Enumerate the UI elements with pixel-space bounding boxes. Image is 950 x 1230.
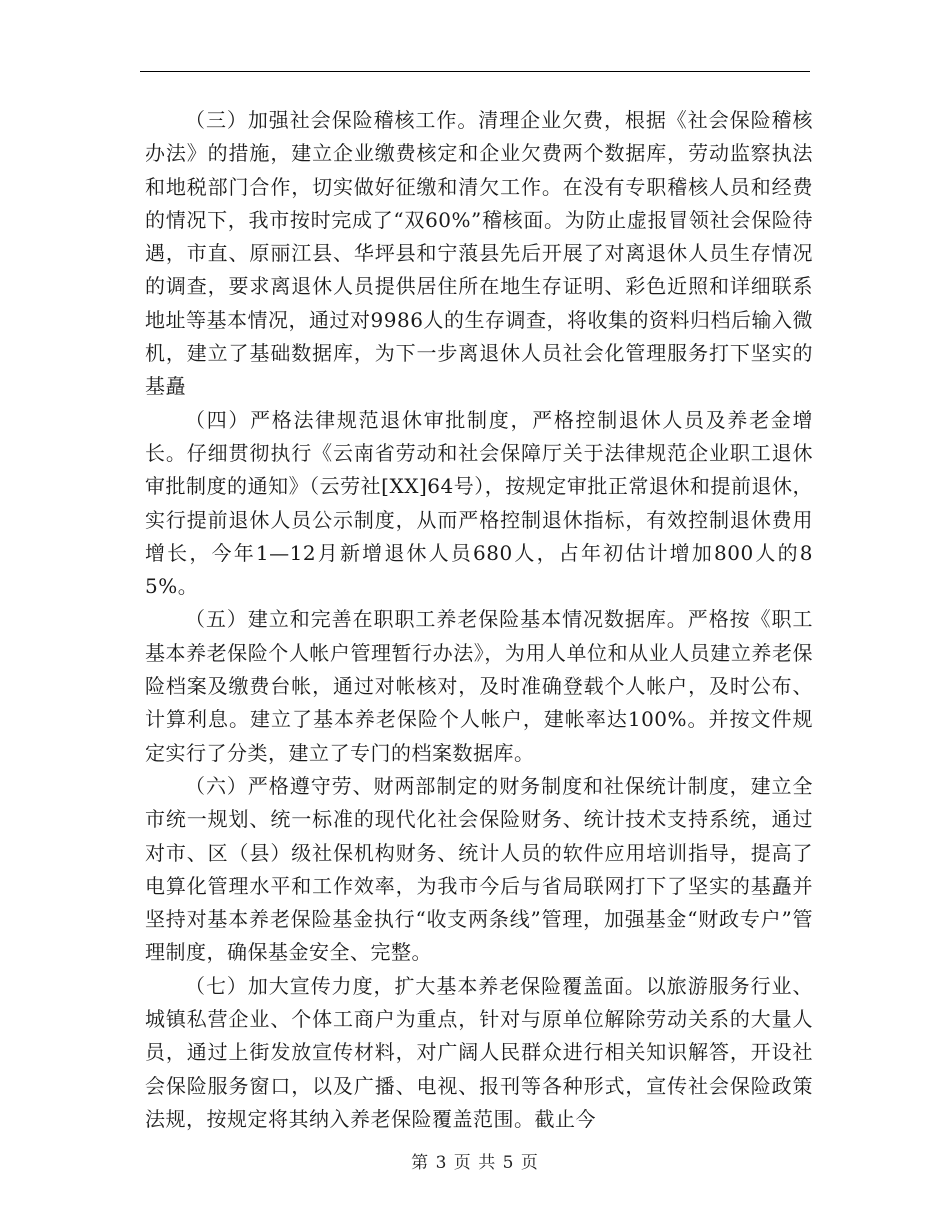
paragraph-3-social-insurance-audit: （三）加强社会保险稽核工作。清理企业欠费，根据《社会保险稽核办法》的措施，建立企业缴费核定和企业欠费两个数据库，劳动监察执法和地税部门合作，切实做好征缴和清欠工作。在没有专职稽核人员和经费的情况下，我市按时完成了“双60%”稽核面。为防止虚报冒领社会保险待遇，市直、原丽江县、华坪县和宁蒗县先后开展了对离退休人员生存情况的调查，要求离退休人员提供居住所在地生存证明、彩色近照和详细联系地址等基本情况，通过对9986人的生存调查，将收集的资料归档后输入微机，建立了基础数据库，为下一步离退休人员社会化管理服务打下坚实的基矗	[145, 108, 813, 399]
paragraph-7-publicity: （七）加大宣传力度，扩大基本养老保险覆盖面。以旅游服务行业、城镇私营企业、个体工商户为重点，针对与原单位解除劳动关系的大量人员，通过上街发放宣传材料，对广阔人民群众进行相关知识解答，开设社会保险服务窗口，以及广播、电视、报刊等各种形式，宣传社会保险政策法规，按规定将其纳入养老保险覆盖范围。截止今	[145, 973, 813, 1131]
paragraph-4-retirement-approval: （四）严格法律规范退休审批制度，严格控制退休人员及养老金增长。仔细贯彻执行《云南省劳动和社会保障厅关于法律规范企业职工退休审批制度的通知》（云劳社[XX]64号），按规定审批正常退休和提前退休，实行提前退休人员公示制度，从而严格控制退休指标，有效控制退休费用增长，今年1—12月新增退休人员680人，占年初估计增加800人的85%。	[145, 407, 813, 599]
paragraph-6-financial-system: （六）严格遵守劳、财两部制定的财务制度和社保统计制度，建立全市统一规划、统一标准的现代化社会保险财务、统计技术支持系统，通过对市、区（县）级社保机构财务、统计人员的软件应用培训指导，提高了电算化管理水平和工作效率，为我市今后与省局联网打下了坚实的基矗并坚持对基本养老保险基金执行“收支两条线”管理，加强基金“财政专户”管理制度，确保基金安全、完整。	[145, 773, 813, 965]
document-body	[145, 104, 813, 1136]
page-footer	[0, 1148, 950, 1173]
header-rule	[140, 71, 810, 72]
page-number-label: 第 3 页 共 5 页	[411, 1153, 539, 1173]
paragraph-5-pension-database: （五）建立和完善在职职工养老保险基本情况数据库。严格按《职工基本养老保险个人帐户管理暂行办法》，为用人单位和从业人员建立养老保险档案及缴费台帐，通过对帐核对，及时准确登载个人帐户，及时公布、计算利息。建立了基本养老保险个人帐户，建帐率达100%。并按文件规定实行了分类，建立了专门的档案数据库。	[145, 607, 813, 765]
